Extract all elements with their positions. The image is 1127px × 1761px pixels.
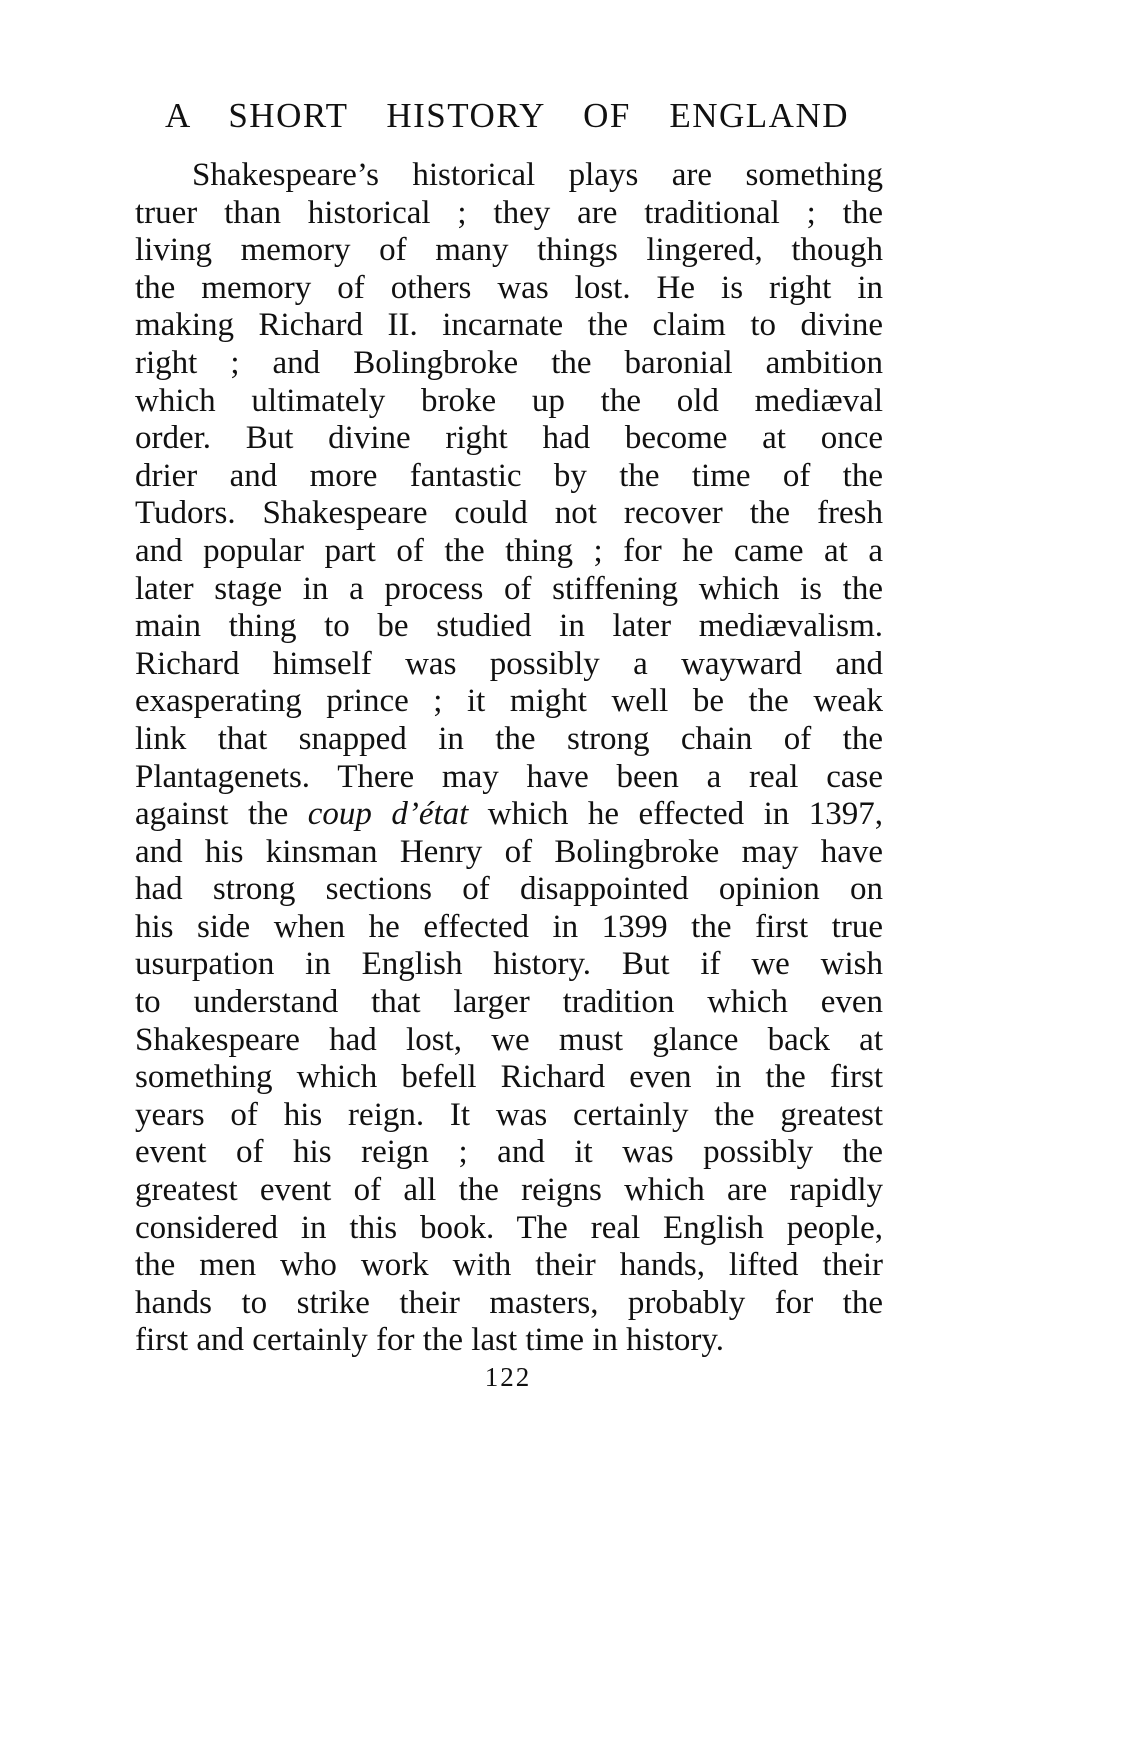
text-segment: against the: [135, 796, 308, 833]
text-line: drier and more fantastic by the time of the: [135, 457, 883, 494]
text-line: which ultimately broke up the old mediæval: [135, 382, 883, 419]
text-line: living memory of many things lingered, though: [135, 232, 883, 269]
body-paragraph: [135, 157, 883, 1360]
text-line: first and certainly for the last time in history.: [135, 1322, 724, 1359]
text-line: event of his reign ; and it was possibly the: [135, 1134, 883, 1171]
text-line: Shakespeare’s historical plays are something: [192, 157, 883, 193]
text-line: the men who work with their hands, lifted their: [135, 1247, 883, 1284]
italic-phrase: coup d’état: [307, 796, 469, 833]
text-line: the memory of others was lost. He is right in: [135, 269, 883, 306]
text-line: Richard himself was possibly a wayward and: [135, 645, 883, 682]
text-line: making Richard II. incarnate the claim to divine: [135, 307, 883, 344]
text-line: [135, 796, 883, 834]
text-line: greatest event of all the reigns which are rapidly: [135, 1172, 883, 1209]
text-line: had strong sections of disappointed opinion on: [135, 871, 883, 908]
text-line: considered in this book. The real English people,: [135, 1209, 883, 1246]
text-line: later stage in a process of stiffening which is the: [135, 570, 883, 607]
text-line: and his kinsman Henry of Bolingbroke may have: [135, 833, 883, 870]
text-line: Tudors. Shakespeare could not recover the fresh: [135, 495, 883, 532]
text-line: order. But divine right had become at once: [135, 420, 883, 457]
text-line: Plantagenets. There may have been a real case: [135, 758, 883, 795]
text-line: to understand that larger tradition which even: [135, 984, 883, 1021]
text-line: link that snapped in the strong chain of the: [135, 720, 883, 757]
text-line: exasperating prince ; it might well be the weak: [135, 683, 883, 720]
text-segment: which he effected in 1397,: [468, 796, 883, 833]
running-header: A SHORT HISTORY OF ENGLAND: [165, 96, 849, 135]
text-line: his side when he effected in 1399 the first true: [135, 908, 883, 945]
text-line: Shakespeare had lost, we must glance back at: [135, 1021, 883, 1058]
text-line: usurpation in English history. But if we wish: [135, 946, 883, 983]
text-line: years of his reign. It was certainly the greatest: [135, 1096, 883, 1133]
text-line: right ; and Bolingbroke the baronial ambition: [135, 344, 883, 381]
text-line: something which befell Richard even in the first: [135, 1059, 883, 1096]
page-number: 122: [484, 1362, 532, 1392]
text-line: and popular part of the thing ; for he came at a: [135, 532, 883, 569]
text-line: main thing to be studied in later mediævalism.: [135, 608, 883, 645]
text-line: hands to strike their masters, probably for the: [135, 1284, 883, 1321]
text-line: truer than historical ; they are traditional ; the: [135, 194, 883, 231]
